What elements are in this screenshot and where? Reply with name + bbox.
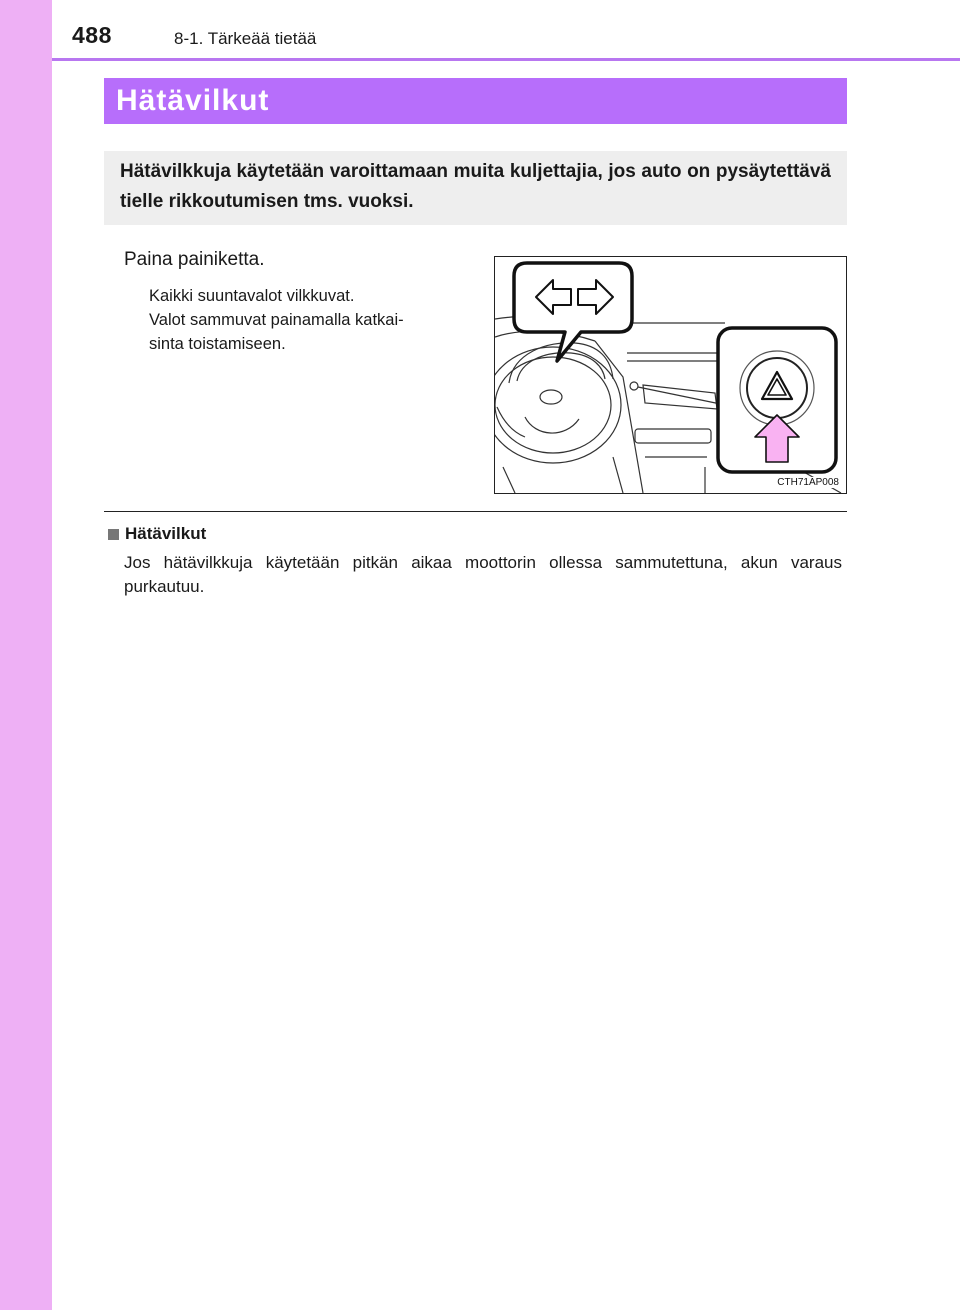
note-text: Jos hätävilkkuja käytetään pitkän aikaa moottorin ollessa sammutettuna, akun varaus purkautuu.: [124, 553, 842, 596]
note-heading: [108, 524, 206, 544]
dashboard-drawing: [495, 257, 846, 493]
header-divider: [52, 58, 960, 61]
intro-text: Hätävilkkuja käytetään varoittamaan muita kuljettajia, jos auto on pysäytettävä tielle rikkoutumisen tms. vuoksi.: [120, 161, 831, 212]
page-number: 488: [72, 22, 112, 48]
side-color-strip: [0, 0, 52, 1310]
instruction-step: Paina painiketta.: [124, 249, 265, 270]
intro-box: [104, 151, 847, 225]
instruction-detail-line: Valot sammuvat painamalla katkai-: [149, 311, 404, 329]
instruction-detail: [149, 284, 479, 356]
dashboard-illustration: [494, 256, 847, 494]
section-title: Hätävilkut: [116, 84, 270, 117]
note-heading-text: Hätävilkut: [125, 524, 207, 543]
chapter-title: 8-1. Tärkeää tietää: [174, 29, 317, 48]
instruction-detail-line: Kaikki suuntavalot vilkkuvat.: [149, 287, 355, 305]
square-bullet-icon: [108, 529, 119, 540]
figure-code: CTH71AP008: [777, 477, 839, 488]
instruction-detail-line: sinta toistamiseen.: [149, 335, 286, 353]
turn-signal-callout: [514, 263, 632, 361]
section-title-bar: [104, 78, 847, 124]
section-divider: [104, 511, 847, 512]
hazard-switch-callout: [718, 328, 836, 472]
